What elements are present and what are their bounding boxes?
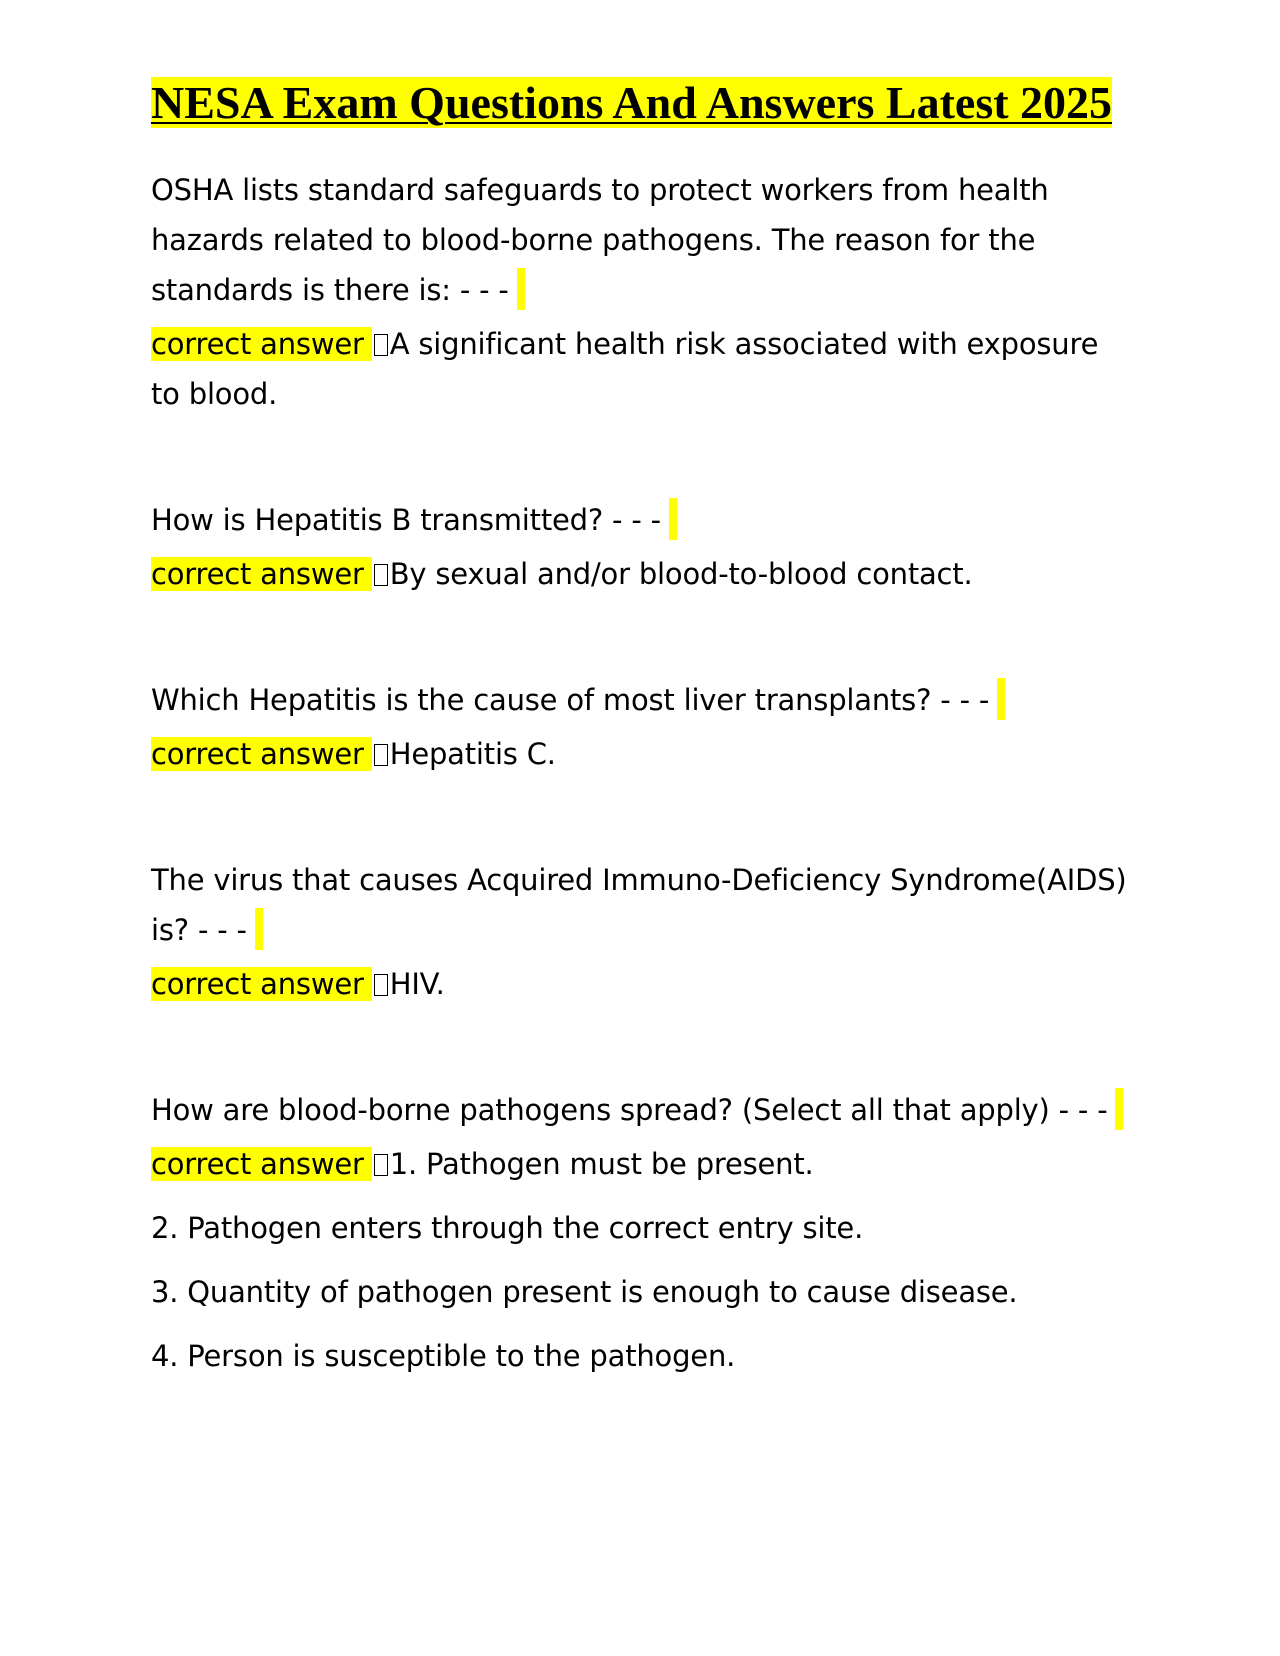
highlight-marker <box>255 908 263 950</box>
answer-text: By sexual and/or blood-to-blood contact. <box>389 557 973 591</box>
answer <box>151 959 1131 1009</box>
qa-item <box>151 495 1131 599</box>
question <box>151 675 1131 725</box>
highlight-marker <box>669 498 677 540</box>
answer-line: 2. Pathogen enters through the correct entry site. <box>151 1211 864 1245</box>
spacer <box>151 1009 1131 1085</box>
answer-label: correct answer <box>151 967 372 1001</box>
answer-text: 1. Pathogen must be present. <box>389 1147 814 1181</box>
answer-line: 3. Quantity of pathogen present is enough to cause disease. <box>151 1275 1018 1309</box>
answer-text: A significant health risk associated with exposure to blood. <box>151 327 1099 411</box>
missing-glyph-icon <box>374 564 388 586</box>
answer <box>151 319 1131 419</box>
highlight-marker <box>517 268 525 310</box>
highlight-marker <box>997 678 1005 720</box>
question <box>151 495 1131 545</box>
question-text: OSHA lists standard safeguards to protect workers from health hazards related to blood-borne pathogens. The reason for the standards is there is: - - - <box>151 173 1049 307</box>
answer <box>151 549 1131 599</box>
qa-item <box>151 165 1131 419</box>
spacer <box>151 599 1131 675</box>
question-text: How are blood-borne pathogens spread? (Select all that apply) - - - <box>151 1093 1108 1127</box>
qa-item <box>151 855 1131 1009</box>
answer-text: Hepatitis C. <box>389 737 556 771</box>
question <box>151 1085 1131 1135</box>
qa-item <box>151 1085 1131 1381</box>
answer-label: correct answer <box>151 327 372 361</box>
qa-item <box>151 675 1131 779</box>
document-page <box>151 74 1131 1381</box>
missing-glyph-icon <box>374 744 388 766</box>
missing-glyph-icon <box>374 1154 388 1176</box>
answer <box>151 729 1131 779</box>
document-title <box>151 74 1131 131</box>
answer-line: 4. Person is susceptible to the pathogen. <box>151 1339 736 1373</box>
title-text: NESA Exam Questions And Answers Latest 2025 <box>151 77 1113 128</box>
question <box>151 165 1131 315</box>
answer-label: correct answer <box>151 557 372 591</box>
answer-label: correct answer <box>151 737 372 771</box>
question-text: How is Hepatitis B transmitted? - - - <box>151 503 661 537</box>
answer <box>151 1139 1131 1189</box>
missing-glyph-icon <box>374 334 388 356</box>
highlight-marker <box>1115 1088 1123 1130</box>
spacer <box>151 419 1131 495</box>
question-text: The virus that causes Acquired Immuno-Deficiency Syndrome(AIDS) is? - - - <box>151 863 1127 947</box>
question <box>151 855 1131 955</box>
spacer <box>151 779 1131 855</box>
missing-glyph-icon <box>374 974 388 996</box>
question-text: Which Hepatitis is the cause of most liver transplants? - - - <box>151 683 990 717</box>
answer-label: correct answer <box>151 1147 372 1181</box>
answer-text: HIV. <box>389 967 445 1001</box>
